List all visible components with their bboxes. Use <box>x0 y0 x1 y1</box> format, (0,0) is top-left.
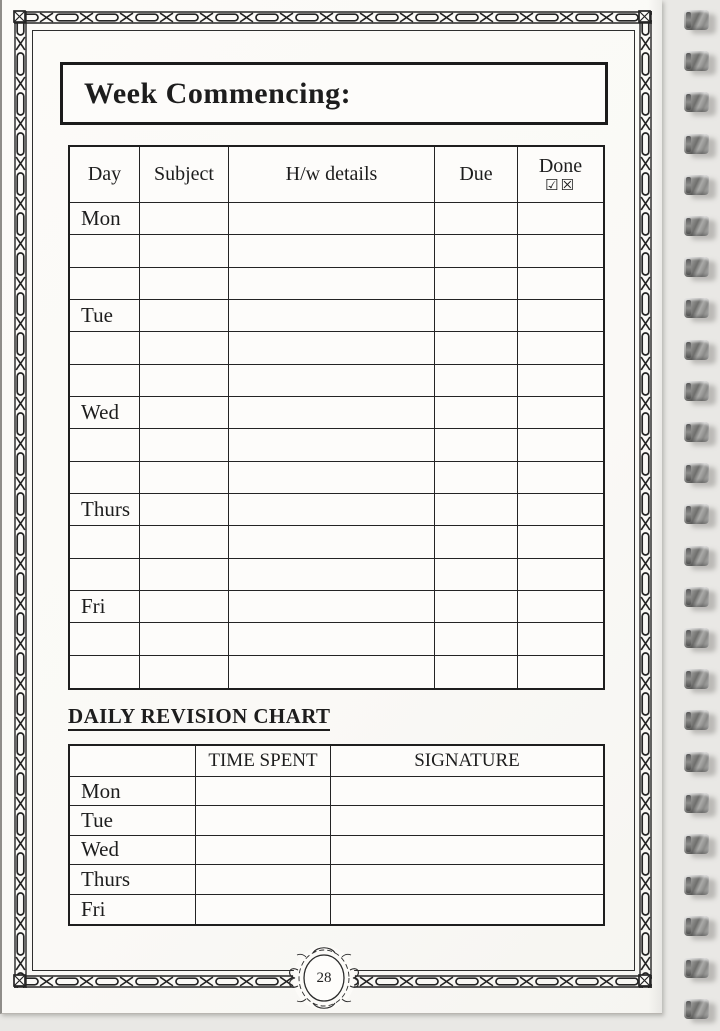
empty-cell <box>518 235 603 267</box>
empty-cell <box>140 656 229 688</box>
column-header-day: Day <box>70 147 140 203</box>
empty-cell <box>70 365 140 397</box>
empty-cell <box>196 806 331 835</box>
empty-cell <box>331 836 603 865</box>
empty-cell <box>518 526 603 558</box>
spiral-coil-icon <box>684 10 709 30</box>
spiral-coil-icon <box>684 257 709 277</box>
empty-cell <box>229 559 435 591</box>
empty-cell <box>331 895 603 924</box>
empty-cell <box>518 203 603 235</box>
spiral-coil-icon <box>684 340 709 360</box>
frame-border-top <box>14 11 652 24</box>
empty-cell <box>140 526 229 558</box>
empty-cell <box>518 591 603 623</box>
empty-cell <box>196 865 331 894</box>
empty-cell <box>435 365 518 397</box>
day-label: Tue <box>70 806 196 835</box>
empty-cell <box>70 656 140 688</box>
day-label: Tue <box>70 300 140 332</box>
empty-cell <box>140 623 229 655</box>
frame-corner-icon <box>13 10 26 23</box>
revision-header-time-spent: TIME SPENT <box>196 746 331 777</box>
day-label: Mon <box>70 203 140 235</box>
empty-cell <box>435 559 518 591</box>
empty-cell <box>196 777 331 806</box>
empty-cell <box>518 494 603 526</box>
empty-cell <box>140 268 229 300</box>
empty-cell <box>229 397 435 429</box>
spiral-coil-icon <box>684 916 709 936</box>
empty-cell <box>70 268 140 300</box>
spiral-coil-icon <box>684 381 709 401</box>
empty-cell <box>140 300 229 332</box>
empty-cell <box>435 235 518 267</box>
spiral-coil-icon <box>684 175 709 195</box>
spiral-coil-icon <box>684 51 709 71</box>
empty-cell <box>70 429 140 461</box>
spiral-coil-icon <box>684 875 709 895</box>
empty-cell <box>518 300 603 332</box>
empty-cell <box>70 332 140 364</box>
spiral-coil-icon <box>684 710 709 730</box>
week-commencing-box <box>60 62 608 125</box>
empty-cell <box>331 806 603 835</box>
empty-cell <box>435 623 518 655</box>
spiral-coil-icon <box>684 92 709 112</box>
spiral-coil-icon <box>684 134 709 154</box>
spiral-binding <box>662 0 720 1031</box>
spiral-coil-icon <box>684 752 709 772</box>
empty-cell <box>229 623 435 655</box>
spiral-coil-icon <box>684 504 709 524</box>
spiral-coil-icon <box>684 422 709 442</box>
day-label: Thurs <box>70 865 196 894</box>
empty-cell <box>140 203 229 235</box>
empty-cell <box>140 559 229 591</box>
spiral-coil-icon <box>684 999 709 1019</box>
spiral-coil-icon <box>684 628 709 648</box>
page-number: 28 <box>316 969 332 986</box>
empty-cell <box>140 365 229 397</box>
day-label: Wed <box>70 397 140 429</box>
empty-cell <box>229 656 435 688</box>
frame-corner-icon <box>638 974 651 987</box>
revision-chart-title: DAILY REVISION CHART <box>68 704 330 731</box>
empty-cell <box>70 559 140 591</box>
day-label: Wed <box>70 836 196 865</box>
empty-cell <box>518 365 603 397</box>
empty-cell <box>70 462 140 494</box>
empty-cell <box>140 462 229 494</box>
done-label: Done <box>538 154 583 177</box>
day-label: Mon <box>70 777 196 806</box>
empty-cell <box>435 429 518 461</box>
empty-cell <box>435 332 518 364</box>
empty-cell <box>229 332 435 364</box>
empty-cell <box>70 235 140 267</box>
spiral-coil-icon <box>684 669 709 689</box>
empty-cell <box>518 268 603 300</box>
empty-cell <box>518 559 603 591</box>
empty-cell <box>140 332 229 364</box>
spiral-coil-icon <box>684 546 709 566</box>
revision-chart-table <box>68 744 605 926</box>
empty-cell <box>518 623 603 655</box>
empty-cell <box>140 494 229 526</box>
empty-cell <box>435 203 518 235</box>
spiral-coil-icon <box>684 793 709 813</box>
empty-cell <box>331 777 603 806</box>
column-header-done <box>518 147 603 203</box>
spiral-coil-icon <box>684 958 709 978</box>
column-header-subject: Subject <box>140 147 229 203</box>
empty-cell <box>435 494 518 526</box>
empty-cell <box>518 397 603 429</box>
empty-cell <box>435 591 518 623</box>
empty-cell <box>229 300 435 332</box>
checkbox-checked-icon: ☑ <box>545 175 561 194</box>
revision-header-blank <box>70 746 196 777</box>
empty-cell <box>435 300 518 332</box>
empty-cell <box>140 235 229 267</box>
empty-cell <box>435 462 518 494</box>
spiral-coil-icon <box>684 298 709 318</box>
empty-cell <box>229 268 435 300</box>
empty-cell <box>196 895 331 924</box>
empty-cell <box>331 865 603 894</box>
homework-table <box>68 145 605 690</box>
empty-cell <box>229 526 435 558</box>
empty-cell <box>229 235 435 267</box>
checkbox-symbols <box>545 175 576 194</box>
page-title: Week Commencing: <box>84 76 352 110</box>
empty-cell <box>518 656 603 688</box>
spiral-coil-icon <box>684 834 709 854</box>
empty-cell <box>70 623 140 655</box>
empty-cell <box>518 332 603 364</box>
empty-cell <box>435 268 518 300</box>
day-label: Fri <box>70 895 196 924</box>
empty-cell <box>229 203 435 235</box>
empty-cell <box>229 429 435 461</box>
empty-cell <box>435 397 518 429</box>
empty-cell <box>70 526 140 558</box>
day-label: Thurs <box>70 494 140 526</box>
empty-cell <box>229 462 435 494</box>
empty-cell <box>229 494 435 526</box>
revision-header-signature: SIGNATURE <box>331 746 603 777</box>
empty-cell <box>435 526 518 558</box>
empty-cell <box>435 656 518 688</box>
spiral-coil-icon <box>684 216 709 236</box>
empty-cell <box>518 429 603 461</box>
empty-cell <box>140 591 229 623</box>
column-header-details: H/w details <box>229 147 435 203</box>
empty-cell <box>518 462 603 494</box>
empty-cell <box>229 591 435 623</box>
frame-corner-icon <box>13 974 26 987</box>
frame-border-left <box>14 11 27 988</box>
column-header-due: Due <box>435 147 518 203</box>
frame-border-right <box>639 11 652 988</box>
spiral-coil-icon <box>684 587 709 607</box>
spiral-coil-icon <box>684 463 709 483</box>
empty-cell <box>140 397 229 429</box>
empty-cell <box>196 836 331 865</box>
checkbox-crossed-icon: ☒ <box>560 175 576 194</box>
day-label: Fri <box>70 591 140 623</box>
frame-corner-icon <box>638 10 651 23</box>
empty-cell <box>229 365 435 397</box>
empty-cell <box>140 429 229 461</box>
